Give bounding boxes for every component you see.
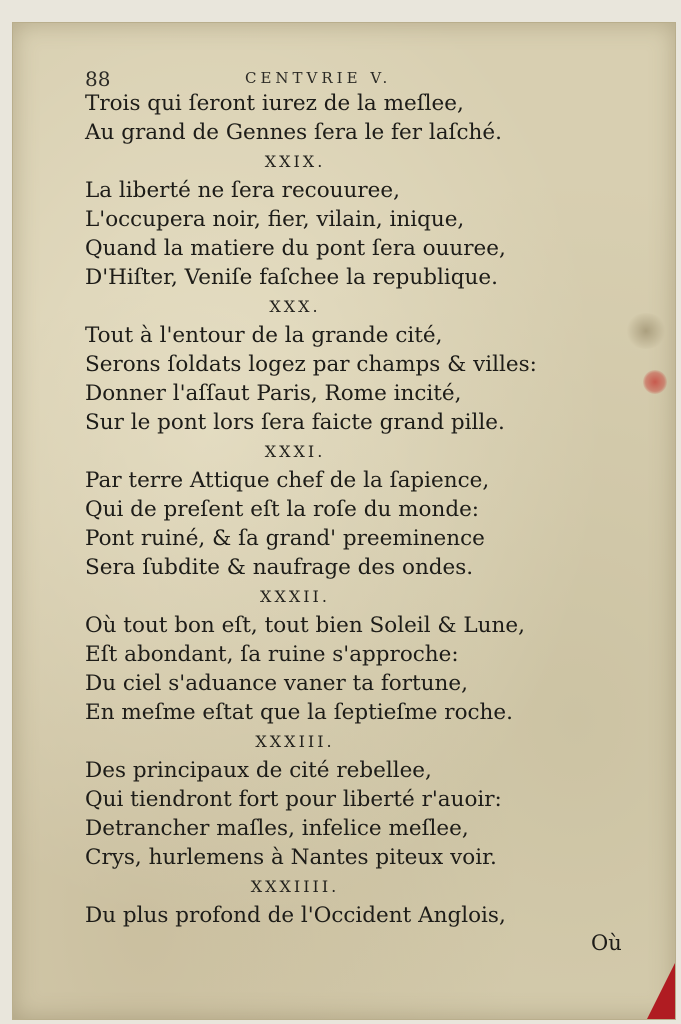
quatrain-29	[85, 147, 605, 292]
quatrain-33	[85, 727, 605, 872]
page-header	[85, 67, 545, 89]
verse-line: Des principaux de cité rebellee,	[85, 758, 432, 783]
verse-line: Du ciel s'aduance vaner ta fortune,	[85, 671, 468, 696]
verse-line: La liberté ne ſera recouuree,	[85, 178, 400, 203]
running-title: CENTVRIE V.	[245, 69, 392, 87]
quatrain-number: XXXIIII.	[250, 877, 340, 896]
quatrain-number: XXXII.	[260, 587, 330, 606]
verse-line: Crys, hurlemens à Nantes piteux voir.	[85, 845, 497, 870]
quatrain-32	[85, 582, 605, 727]
verse-line: L'occupera noir, fier, vilain, inique,	[85, 207, 465, 232]
quatrain-31	[85, 437, 605, 582]
verse-line: Eſt abondant, ſa ruine s'approche:	[85, 642, 459, 667]
book-page	[12, 22, 676, 1020]
catchword: Où	[591, 931, 622, 955]
verse-line: Serons ſoldats logez par champs & villes:	[85, 352, 537, 377]
quatrain-number: XXXI.	[264, 442, 326, 461]
verse-line: Qui de preſent eſt la roſe du monde:	[85, 497, 480, 522]
page-number: 88	[85, 67, 111, 91]
verse-line: Tout à l'entour de la grande cité,	[85, 323, 443, 348]
verse-line: Sur le pont lors ſera faicte grand pille.	[85, 410, 505, 435]
verse-line: Où tout bon eſt, tout bien Soleil & Lune,	[85, 613, 525, 638]
quatrain-number: XXIX.	[264, 152, 326, 171]
verse-line: Pont ruiné, & ſa grand' preeminence	[85, 526, 485, 551]
verse-line: Au grand de Gennes ſera le fer laſché.	[85, 120, 502, 145]
quatrains-text	[85, 89, 605, 930]
verse-line: En meſme eſtat que la ſeptieſme roche.	[85, 700, 513, 725]
quatrain-28-end	[85, 89, 605, 147]
quatrain-30	[85, 292, 605, 437]
verse-line: Du plus profond de l'Occident Anglois,	[85, 903, 506, 928]
verse-line: Sera ſubdite & naufrage des ondes.	[85, 555, 474, 580]
verse-line: Trois qui ſeront iurez de la meſlee,	[85, 91, 464, 116]
red-corner-mark	[647, 963, 675, 1019]
verse-line: Donner l'aſſaut Paris, Rome incité,	[85, 381, 462, 406]
quatrain-number: XXXIII.	[255, 732, 335, 751]
verse-line: Qui tiendront fort pour liberté r'auoir:	[85, 787, 502, 812]
red-ink-stain	[643, 370, 667, 394]
quatrain-34	[85, 872, 605, 930]
quatrain-number: XXX.	[269, 297, 321, 316]
verse-line: Quand la matiere du pont ſera ouuree,	[85, 236, 506, 261]
verse-line: Detrancher maſles, infelice meſlee,	[85, 816, 469, 841]
paper-stain	[625, 313, 667, 349]
verse-line: Par terre Attique chef de la ſapience,	[85, 468, 490, 493]
verse-line: D'Hiſter, Veniſe faſchee la republique.	[85, 265, 498, 290]
